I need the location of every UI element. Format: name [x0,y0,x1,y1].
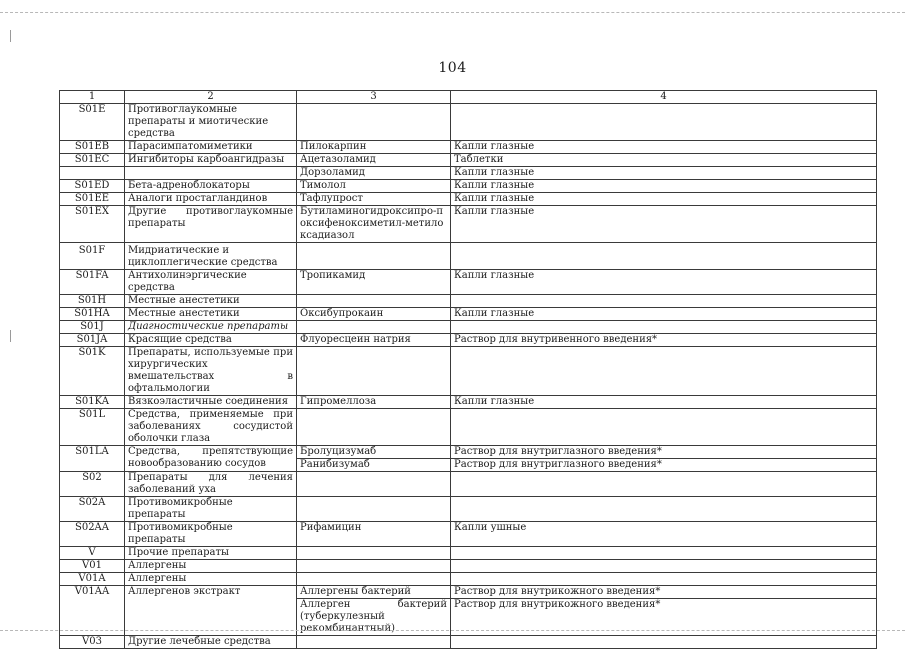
drug-name [297,409,451,446]
dosage-form [451,573,877,586]
dosage-form [451,547,877,560]
table-row [60,586,877,599]
atc-code: S01L [60,409,125,446]
table-row [60,154,877,167]
group-name: Диагностические препараты [125,321,297,334]
group-name: Противомикробные препараты [125,497,297,522]
atc-code: S01JA [60,334,125,347]
dosage-form [451,409,877,446]
dosage-form [451,472,877,497]
atc-code: S02 [60,472,125,497]
drug-name: Ацетазоламид [297,154,451,167]
table-row [60,308,877,321]
group-name: Другие противоглаукомные препараты [125,206,297,243]
atc-code: V01 [60,560,125,573]
group-name: Препараты, используемые при хирургических вмешательствах в офтальмологии [125,347,297,396]
atc-code: S02A [60,497,125,522]
column-header-2: 2 [125,91,297,104]
table-row [60,522,877,547]
drug-name: Рифамицин [297,522,451,547]
group-name: Аллергены [125,573,297,586]
dosage-form: Таблетки [451,154,877,167]
margin-mark [10,330,11,342]
atc-code: S01FA [60,270,125,295]
drug-name: Флуоресцеин натрия [297,334,451,347]
atc-code: V01AA [60,586,125,636]
drug-name: Тропикамид [297,270,451,295]
dosage-form: Капли глазные [451,206,877,243]
table-row [60,270,877,295]
dosage-form: Раствор для внутриглазного введения* [451,446,877,459]
atc-code: S01EX [60,206,125,243]
scan-edge-top [0,12,905,13]
dosage-form [451,636,877,649]
group-name: Средства, применяемые при заболеваниях сосудистой оболочки глаза [125,409,297,446]
group-name: Препараты для лечения заболеваний уха [125,472,297,497]
drug-name: Ранибизумаб [297,459,451,472]
drug-name [297,295,451,308]
atc-code [60,167,125,180]
dosage-form [451,497,877,522]
table-row [60,206,877,243]
atc-code: V01A [60,573,125,586]
group-name: Красящие средства [125,334,297,347]
atc-code: S01ED [60,180,125,193]
group-name: Другие лечебные средства [125,636,297,649]
dosage-form: Капли глазные [451,308,877,321]
scan-edge-bottom [0,630,905,631]
atc-code: V03 [60,636,125,649]
drug-name: Аллергены бактерий [297,586,451,599]
dosage-form: Капли глазные [451,141,877,154]
table-row [60,193,877,206]
atc-code: S01H [60,295,125,308]
table-row [60,409,877,446]
dosage-form [451,560,877,573]
drug-name [297,636,451,649]
dosage-form [451,321,877,334]
atc-code: S01K [60,347,125,396]
atc-code: S01HA [60,308,125,321]
drug-name: Дорзоламид [297,167,451,180]
group-name: Прочие препараты [125,547,297,560]
table-row [60,180,877,193]
group-name: Мидриатические и циклоплегические средства [125,243,297,270]
column-header-3: 3 [297,91,451,104]
atc-code: S01EE [60,193,125,206]
atc-code: S01EC [60,154,125,167]
table-row [60,636,877,649]
atc-code: S01EB [60,141,125,154]
drug-name [297,547,451,560]
group-name: Местные анестетики [125,308,297,321]
group-name: Антихолинэргические средства [125,270,297,295]
table-row [60,167,877,180]
dosage-form: Капли глазные [451,193,877,206]
drug-name [297,472,451,497]
drug-name: Пилокарпин [297,141,451,154]
table-row [60,396,877,409]
group-name: Ингибиторы карбоангидразы [125,154,297,167]
dosage-form: Капли глазные [451,396,877,409]
table-row [60,104,877,141]
dosage-form: Раствор для внутривенного введения* [451,334,877,347]
table-row [60,243,877,270]
group-name [125,167,297,180]
table-row [60,472,877,497]
atc-code: S01F [60,243,125,270]
dosage-form [451,347,877,396]
drug-classification-table [59,90,877,649]
atc-code: S01E [60,104,125,141]
dosage-form: Раствор для внутриглазного введения* [451,459,877,472]
table-row [60,347,877,396]
group-name: Аналоги простагландинов [125,193,297,206]
drug-name: Тимолол [297,180,451,193]
column-header-4: 4 [451,91,877,104]
column-header-1: 1 [60,91,125,104]
drug-name: Бутиламиногидроксипро-поксифеноксиметил-метилоксадиазол [297,206,451,243]
table-row [60,295,877,308]
table-row [60,573,877,586]
column-number-row [60,91,877,104]
drug-name: Бролуцизумаб [297,446,451,459]
table-row [60,446,877,459]
drug-name [297,573,451,586]
dosage-form: Раствор для внутрикожного введения* [451,599,877,636]
group-name: Бета-адреноблокаторы [125,180,297,193]
group-name: Аллергены [125,560,297,573]
dosage-form: Капли глазные [451,167,877,180]
group-name: Противоглаукомные препараты и миотические средства [125,104,297,141]
group-name: Средства, препятствующие новообразованию сосудов [125,446,297,472]
drug-name: Гипромеллоза [297,396,451,409]
dosage-form: Раствор для внутрикожного введения* [451,586,877,599]
group-name: Противомикробные препараты [125,522,297,547]
group-name: Вязкоэластичные соединения [125,396,297,409]
table-row [60,334,877,347]
dosage-form: Капли глазные [451,270,877,295]
atc-code: S02AA [60,522,125,547]
dosage-form [451,295,877,308]
atc-code: S01J [60,321,125,334]
table-row [60,547,877,560]
atc-code: V [60,547,125,560]
page-number: 104 [438,60,467,76]
table-row [60,321,877,334]
atc-code: S01KA [60,396,125,409]
drug-name [297,243,451,270]
drug-name: Оксибупрокаин [297,308,451,321]
group-name: Парасимпатомиметики [125,141,297,154]
drug-name [297,347,451,396]
table-row [60,141,877,154]
atc-code: S01LA [60,446,125,472]
drug-name [297,321,451,334]
table-row [60,560,877,573]
drug-name: Аллерген бактерий (туберкулезный рекомбинантный) [297,599,451,636]
drug-name [297,104,451,141]
dosage-form [451,104,877,141]
dosage-form [451,243,877,270]
dosage-form: Капли глазные [451,180,877,193]
margin-mark [10,30,11,42]
drug-name [297,497,451,522]
group-name: Аллергенов экстракт [125,586,297,636]
table-row [60,497,877,522]
drug-name [297,560,451,573]
drug-name: Тафлупрост [297,193,451,206]
group-name: Местные анестетики [125,295,297,308]
dosage-form: Капли ушные [451,522,877,547]
